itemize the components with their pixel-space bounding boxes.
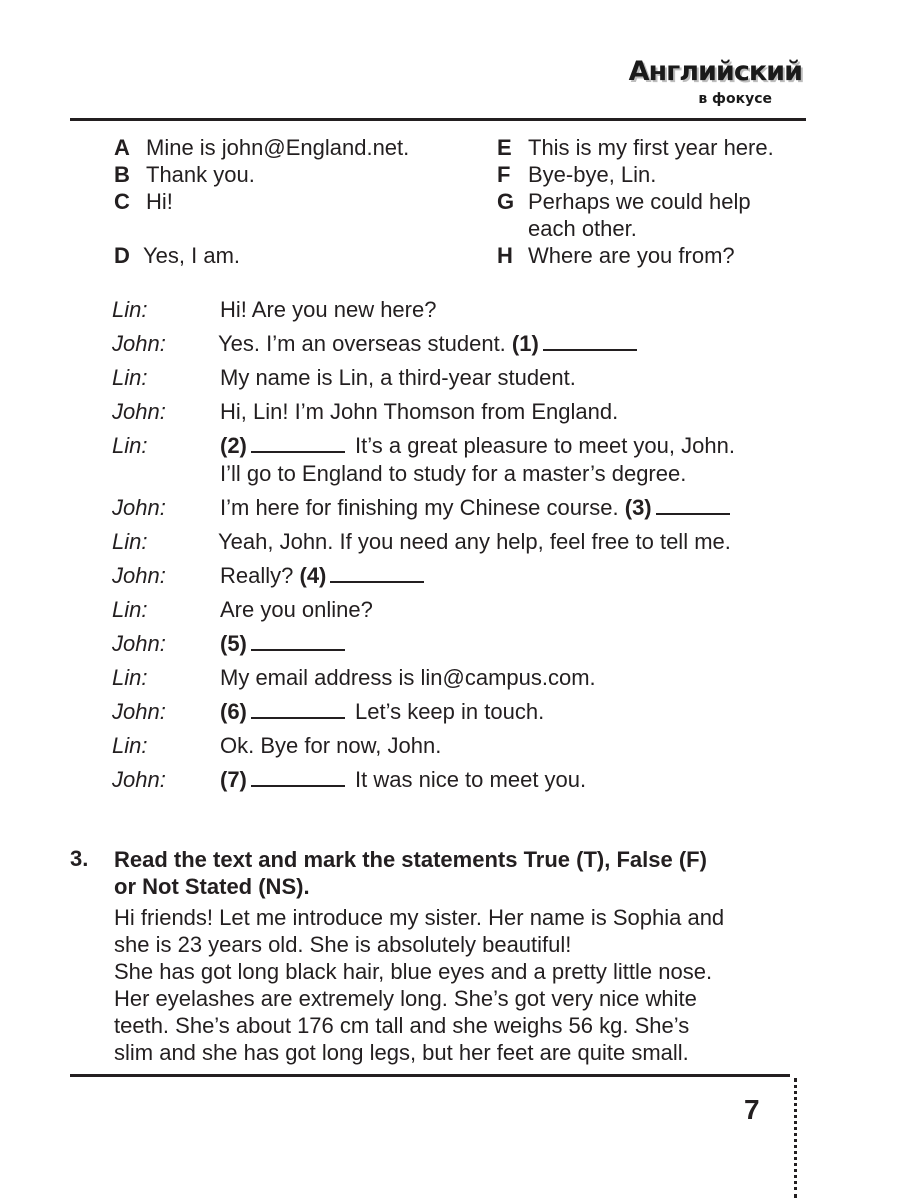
speaker: John: — [112, 399, 166, 424]
option-g — [497, 188, 751, 242]
speaker: John: — [112, 331, 166, 356]
gap-number: (2) — [220, 433, 247, 458]
option-d — [114, 242, 240, 269]
gap-number: (4) — [299, 563, 327, 588]
option-h — [497, 242, 735, 269]
speaker: Lin: — [112, 529, 148, 554]
text-line: Hi friends! Let me introduce my sister. Her name is Sophia and — [114, 905, 725, 930]
header-divider — [70, 118, 806, 121]
gap-number: (5) — [220, 631, 247, 656]
option-b — [114, 161, 255, 188]
option-text: Hi! — [146, 189, 173, 214]
answer-blank[interactable] — [330, 563, 424, 583]
answer-blank[interactable] — [251, 699, 345, 719]
text-line: she is 23 years old. She is absolutely beautiful! — [114, 932, 572, 957]
dialogue-text: My email address is lin@campus.com. — [220, 665, 596, 690]
option-letter: F — [497, 162, 511, 187]
dialogue-text: My name is Lin, a third-year student. — [220, 365, 576, 390]
dialogue-text: Hi! Are you new here? — [220, 297, 437, 322]
dialogue-text: Ok. Bye for now, John. — [220, 733, 442, 758]
footer-divider — [70, 1074, 790, 1077]
publisher-logo — [628, 56, 802, 112]
option-a — [114, 134, 409, 161]
text-line: She has got long black hair, blue eyes and a pretty little nose. — [114, 959, 713, 984]
logo-title: Английский — [628, 56, 802, 87]
dialogue-text: Yes. I’m an overseas student. (1) — [218, 330, 808, 358]
option-letter: B — [114, 162, 130, 187]
dialogue-text: Really? (4) — [220, 562, 810, 590]
option-text: Perhaps we could help each other. — [528, 189, 751, 241]
option-text: Thank you. — [146, 162, 255, 187]
dialogue-text — [220, 630, 810, 658]
speaker: Lin: — [112, 297, 148, 322]
answer-blank[interactable] — [656, 495, 730, 515]
dialogue-text: (2) It’s a great pleasure to meet you, John. I’ll go to England to study for a master’s degree. — [220, 433, 735, 486]
option-text: Mine is john@England.net. — [146, 135, 410, 160]
option-letter: A — [114, 135, 130, 160]
option-letter: C — [114, 189, 130, 214]
logo-subtitle: в фокусе — [698, 91, 772, 107]
speaker: Lin: — [112, 433, 148, 458]
dialogue-text: Yeah, John. If you need any help, feel free to tell me. — [218, 529, 731, 554]
task-number: 3. — [70, 846, 89, 871]
option-letter: H — [497, 243, 513, 268]
gap-number: (6) — [220, 699, 247, 724]
speaker: Lin: — [112, 597, 148, 622]
dialogue-text: (6) Let’s keep in touch. — [220, 699, 545, 724]
gap-number: (7) — [220, 767, 247, 792]
dialogue-text: Are you online? — [220, 597, 373, 622]
speaker: Lin: — [112, 665, 148, 690]
page-number: 7 — [744, 1094, 760, 1125]
speaker: John: — [112, 767, 166, 792]
speaker: Lin: — [112, 365, 148, 390]
speaker: John: — [112, 631, 166, 656]
option-letter: E — [497, 135, 512, 160]
answer-blank[interactable] — [251, 767, 345, 787]
option-text: This is my first year here. — [528, 135, 774, 160]
gap-number: (3) — [624, 495, 652, 520]
option-text: Bye-bye, Lin. — [528, 162, 657, 187]
text-line: slim and she has got long legs, but her feet are quite small. — [114, 1040, 689, 1065]
dialogue-text: I’m here for finishing my Chinese course. (3) — [220, 494, 810, 522]
answer-blank[interactable] — [251, 631, 345, 651]
option-letter: G — [497, 189, 515, 214]
option-letter: D — [114, 243, 130, 268]
text-line: Her eyelashes are extremely long. She’s got very nice white — [114, 986, 697, 1011]
speaker: John: — [112, 495, 166, 520]
dotted-margin-line — [794, 1078, 797, 1198]
option-c — [114, 188, 173, 215]
answer-blank[interactable] — [543, 331, 637, 351]
speaker: John: — [112, 563, 166, 588]
option-f — [497, 161, 656, 188]
text-line: teeth. She’s about 176 cm tall and she weighs 56 kg. She’s — [114, 1013, 690, 1038]
dialogue-text: Hi, Lin! I’m John Thomson from England. — [220, 399, 619, 424]
option-text: Where are you from? — [528, 243, 735, 268]
reading-text — [114, 904, 804, 1066]
option-text: Yes, I am. — [143, 243, 241, 268]
speaker: John: — [112, 699, 166, 724]
task-instruction: Read the text and mark the statements True (T), False (F) or Not Stated (NS). — [114, 847, 707, 899]
option-e — [497, 134, 774, 161]
answer-blank[interactable] — [251, 433, 345, 453]
dialogue-text: (7) It was nice to meet you. — [220, 767, 587, 792]
speaker: Lin: — [112, 733, 148, 758]
gap-number: (1) — [511, 331, 539, 356]
